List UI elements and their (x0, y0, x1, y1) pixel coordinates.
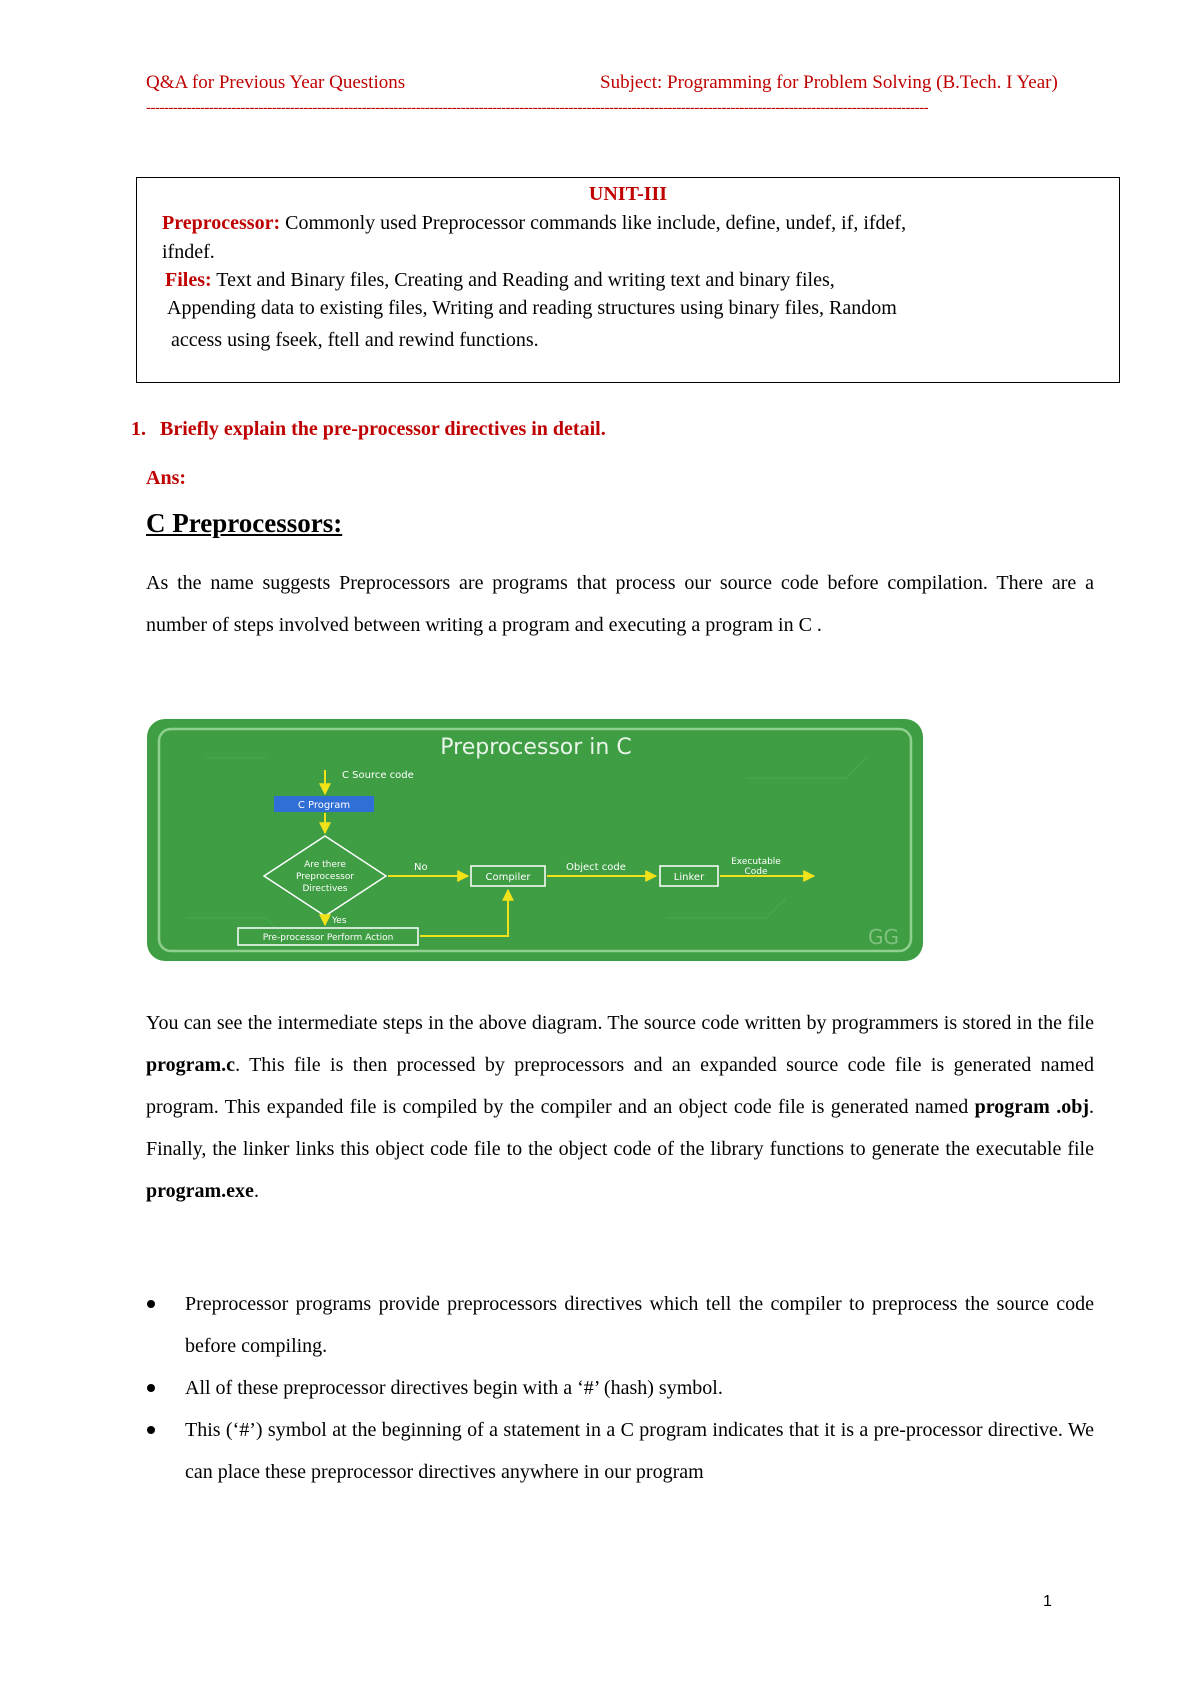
header-right: Subject: Programming for Problem Solving (B.Tech. I Year) (600, 72, 1058, 93)
bullet-list (146, 1283, 1094, 1493)
page-number: 1 (1043, 1593, 1052, 1610)
bullet-text: Preprocessor programs provide preprocessors directives which tell the compiler to preprocess the source code before compiling. (185, 1293, 1094, 1357)
preprocessor-label: Preprocessor: (162, 212, 281, 234)
diagram-decision-line-2: Preprocessor (295, 872, 355, 882)
list-item (146, 1409, 1094, 1493)
bullet-icon (147, 1300, 155, 1308)
unit-title: UNIT-III (588, 183, 668, 205)
diagram-program-label: C Program (297, 800, 351, 811)
list-item (146, 1367, 1094, 1409)
preprocessor-text-cont: ifndef. (162, 241, 215, 263)
question-number: 1. (131, 418, 146, 440)
explanation-text-3: . Finally, the linker links this object code file to the object code of the library functions to generate the executable file (146, 1096, 1094, 1160)
syllabus-files-line (165, 266, 835, 295)
syllabus-box (136, 177, 1120, 383)
diagram-compiler-label: Compiler (485, 872, 531, 883)
diagram-title: Preprocessor in C (440, 735, 632, 760)
preprocessor-text: Commonly used Preprocessor commands like include, define, undef, if, ifdef, (285, 212, 907, 234)
answer-label: Ans: (146, 467, 187, 489)
bullet-text: This (‘#’) symbol at the beginning of a statement in a C program indicates that it is a pre-processor directive. We can place these preprocessor directives anywhere in our program (185, 1419, 1094, 1483)
bullet-text: All of these preprocessor directives begin with a ‘#’ (hash) symbol. (185, 1377, 723, 1399)
diagram-logo: GG (868, 925, 899, 949)
diagram-exec-line-1: Executable (731, 857, 781, 867)
files-text-cont-1: Appending data to existing files, Writing and reading structures using binary files, Random (167, 297, 897, 319)
diagram-decision-line-3: Directives (302, 884, 348, 894)
preprocessor-diagram (146, 718, 924, 962)
files-text-cont-2: access using fseek, ftell and rewind functions. (171, 329, 539, 351)
files-text: Text and Binary files, Creating and Reading and writing text and binary files, (216, 269, 835, 291)
explanation-paragraph (146, 1002, 1094, 1212)
diagram-action-label: Pre-processor Perform Action (262, 933, 394, 943)
explanation-text-4: . (253, 1180, 259, 1202)
question-heading (131, 418, 606, 441)
file-program-obj: program .obj (974, 1096, 1089, 1118)
diagram-decision-line-1: Are there (304, 860, 346, 870)
bullet-icon (147, 1426, 155, 1434)
diagram-linker-label: Linker (673, 872, 705, 883)
diagram-object-label: Object code (566, 862, 626, 873)
list-item (146, 1283, 1094, 1367)
explanation-text-1: You can see the intermediate steps in the above diagram. The source code written by programmers is stored in the file (146, 1012, 1094, 1034)
files-label: Files: (165, 269, 212, 291)
file-program-exe: program.exe (146, 1180, 254, 1202)
diagram-no-label: No (414, 862, 428, 873)
file-program-c: program.c (146, 1054, 236, 1076)
section-title: C Preprocessors: (146, 508, 343, 538)
syllabus-preprocessor-line (162, 209, 906, 238)
explanation-text-2: . This file is then processed by preprocessors and an expanded source code file is generated named program. This expanded file is compiled by the compiler and an object code file is generated named (146, 1054, 1094, 1118)
bullet-icon (147, 1384, 155, 1392)
intro-paragraph: As the name suggests Preprocessors are programs that process our source code before compilation. There are a number of steps involved between writing a program and executing a program in C . (146, 572, 1094, 636)
diagram-source-label: C Source code (342, 770, 414, 781)
header-left: Q&A for Previous Year Questions (146, 72, 406, 93)
question-text: Briefly explain the pre-processor directives in detail. (160, 418, 606, 440)
diagram-exec-line-2: Code (744, 867, 768, 877)
header-rule: ------------------------------------------------------------------------------------------------------------------------------------------------------------------------------ (146, 100, 929, 116)
diagram-yes-label: Yes (332, 916, 347, 926)
